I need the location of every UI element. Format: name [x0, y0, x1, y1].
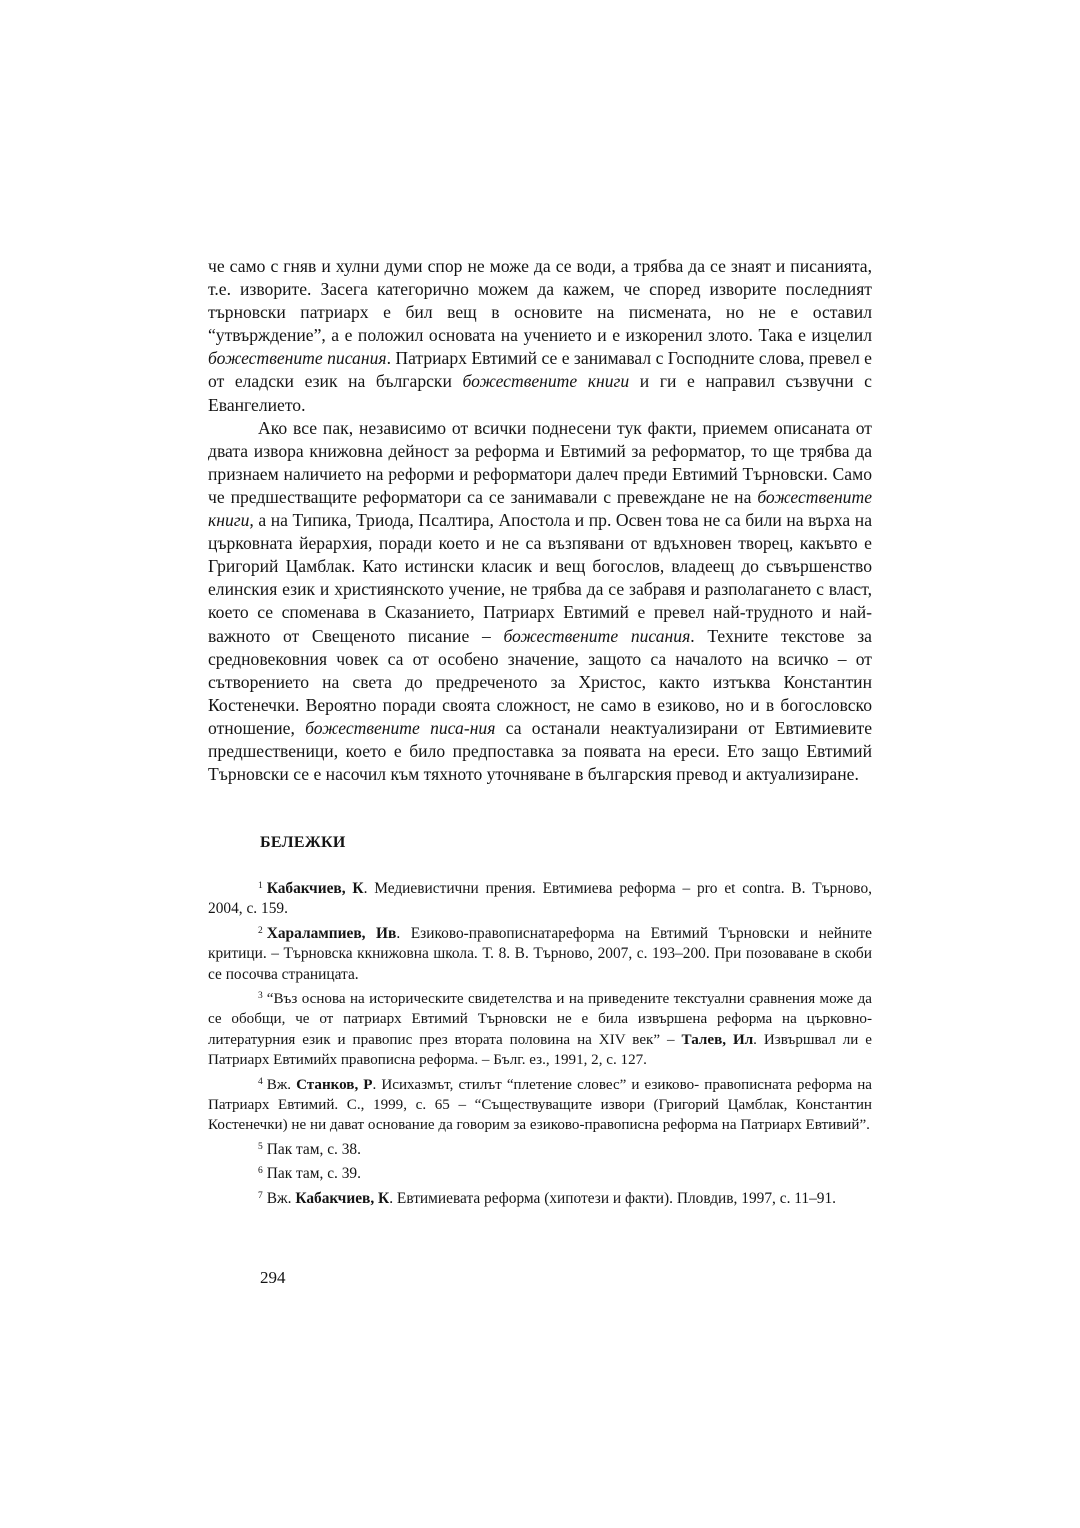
note-7: $^7$ Вж. Кабакчиев, К. Евтимиевата реформа (хипотези и факти). Пловдив, 1997, с. 11–91. [258, 1189, 837, 1207]
note-6: $^6$ Пак там, с. 39. [258, 1165, 361, 1183]
page-number: 294 [260, 1268, 286, 1287]
paragraph-1: че само с гняв и хулни думи спор не може да се води, а трябва да се знаят и писанията, т.е. изворите. Засега категорично можем да кажем, че според изворите последният търновски патриарх е бил вещ в основите на писмената, но не е оставил “утвърждение”, а е положил основата на учението и е изкоренил злото. Така е изцелил божествените писания. Патриарх Евтимий се е занимавал с Господните слова, превел е от еладски език на български божествените книги и ги е направил съзвучни с Евангелието. [208, 256, 872, 415]
note-2: $^2$ Харалампиев, Ив. Езиково-правописнатареформа на Евтимий Търновски и нейните критици. – Търновска ккнижовна школа. Т. 8. В. Търново, 2007, с. 193–200. При позоваване в скоби се посочва страницата. [208, 924, 872, 983]
body-text [208, 255, 872, 786]
notes-list [208, 876, 872, 1210]
note-1: $^1$ Кабакчиев, К. Медиевистични прения. Евтимиева реформа – pro et contra. В. Търново, 2004, с. 159. [208, 880, 872, 918]
notes-heading: БЕЛЕЖКИ [260, 834, 346, 851]
note-3: $^3$ “Въз основа на историческите свидетелства и на приведените текстуални сравнения може да се обобщи, че от патриарх Евтимий Търновски не е била извършена реформа на църковно-литературния език и правопис през втората половина на XIV век” – Талев, Ил. Извършвал ли е Патриарх Евтимийх правописна реформа. – Бълг. ез., 1991, 2, с. 127. [208, 991, 872, 1069]
note-5: $^5$ Пак там, с. 38. [258, 1140, 361, 1158]
paragraph-2: Ако все пак, независимо от всички поднесени тук факти, приемем описаната от двата извора книжовна дейност за реформа и Евтимий за реформатор, то ще трябва да признаем наличието на реформи и реформатори далеч преди Евтимий Търновски. Само че предшестващите реформатори са се занимавали с превеждане не на божествените книги, а на Типика, Триода, Псалтира, Апостола и пр. Освен това не са били на върха на църковната йерархия, поради което и не са възпявани от вдъхновен творец, какъвто е Григорий Цамблак. Като истински класик и вещ богослов, владеещ до съвършенство елинския език и християнското учение, не трябва да се забравя и разполагането с власт, което се споменава в Сказанието, Патриарх Евтимий е превел най-трудното и най-важното от Свещеното писание – божествените писания. Техните текстове за средновековния човек са от особено значение, защото са началото на всичко – от сътворението на света до предреченото за Христос, както изтъква Константин Костенечки. Вероятно поради своята сложност, не само в езиково, но и в богословско отношение, божествените писа-ния са останали неактуализирани от Евтимиевите предшественици, което е било предпоставка за появата на ереси. Ето защо Евтимий Търновски се е насочил към тяхното уточняване в българския превод и актуализиране. [208, 417, 873, 785]
note-4: $^4$ Вж. Станков, Р. Исихазмът, стилът “плетение словес” и езиково- правописната реформа на Патриарх Евтимий. С., 1999, с. 65 – “Съществуващите извори (Григорий Цамблак, Константин Костенечки) не ни дават основание да говорим за езиково-правописна реформа на Патриарх Евтивий”. [208, 1076, 872, 1134]
